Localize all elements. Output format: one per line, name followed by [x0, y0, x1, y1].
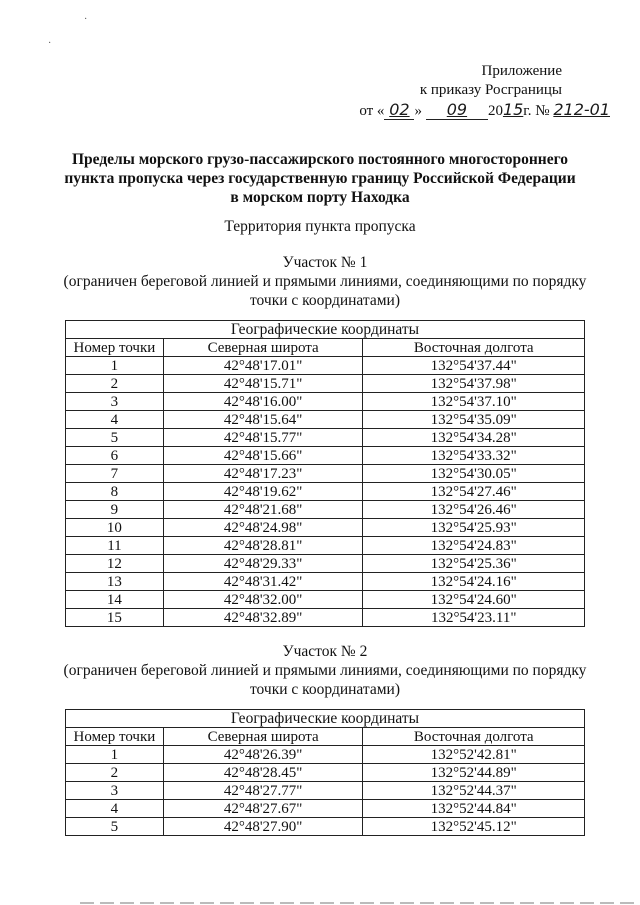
section-2-heading-block — [50, 642, 600, 699]
latitude-cell: 42°48'32.00" — [163, 591, 363, 609]
date-day-close: » — [414, 103, 422, 119]
table-row — [66, 818, 585, 836]
point-number-cell: 4 — [66, 411, 164, 429]
longitude-cell: 132°52'44.84" — [363, 800, 585, 818]
table-row — [66, 393, 585, 411]
appendix-order-ref: к приказу Росграницы — [419, 82, 562, 98]
latitude-cell: 42°48'17.01" — [163, 357, 363, 375]
latitude-cell: 42°48'21.68" — [163, 501, 363, 519]
section-1-heading-block — [50, 253, 600, 310]
section-description: (ограничен береговой линией и прямыми линиями, соединяющими по порядку — [63, 662, 587, 679]
document-title — [30, 150, 610, 207]
table-row — [66, 555, 585, 573]
table-row — [66, 573, 585, 591]
point-number-cell: 2 — [66, 764, 164, 782]
column-header-longitude: Восточная долгота — [363, 339, 585, 357]
table-row — [66, 800, 585, 818]
section-description: (ограничен береговой линией и прямыми линиями, соединяющими по порядку — [63, 273, 587, 290]
latitude-cell: 42°48'15.64" — [163, 411, 363, 429]
scan-bottom-edge — [0, 897, 640, 905]
table-row — [66, 782, 585, 800]
table-row — [66, 746, 585, 764]
table-row — [66, 465, 585, 483]
point-number-cell: 11 — [66, 537, 164, 555]
document-subtitle: Территория пункта пропуска — [224, 218, 416, 235]
longitude-cell: 132°54'24.60" — [363, 591, 585, 609]
point-number-cell: 9 — [66, 501, 164, 519]
longitude-cell: 132°54'25.93" — [363, 519, 585, 537]
table-row — [66, 764, 585, 782]
latitude-cell: 42°48'28.81" — [163, 537, 363, 555]
point-number-cell: 7 — [66, 465, 164, 483]
point-number-cell: 5 — [66, 818, 164, 836]
latitude-cell: 42°48'19.62" — [163, 483, 363, 501]
column-header-longitude: Восточная долгота — [363, 728, 585, 746]
latitude-cell: 42°48'27.77" — [163, 782, 363, 800]
handwritten-day: 02 — [384, 100, 414, 120]
longitude-cell: 132°54'34.28" — [363, 429, 585, 447]
point-number-cell: 6 — [66, 447, 164, 465]
scan-speck: · — [84, 14, 88, 25]
handwritten-month: 09 — [426, 100, 488, 120]
point-number-cell: 1 — [66, 746, 164, 764]
longitude-cell: 132°54'37.98" — [363, 375, 585, 393]
title-line: пункта пропуска через государственную границу Российской Федерации — [64, 170, 576, 187]
latitude-cell: 42°48'15.77" — [163, 429, 363, 447]
longitude-cell: 132°54'37.44" — [363, 357, 585, 375]
coordinates-table-1 — [65, 320, 585, 627]
section-heading: Участок № 1 — [282, 254, 368, 271]
latitude-cell: 42°48'24.98" — [163, 519, 363, 537]
longitude-cell: 132°54'24.16" — [363, 573, 585, 591]
appendix-date-line — [330, 100, 610, 121]
point-number-cell: 10 — [66, 519, 164, 537]
longitude-cell: 132°52'44.37" — [363, 782, 585, 800]
latitude-cell: 42°48'26.39" — [163, 746, 363, 764]
table-row — [66, 375, 585, 393]
latitude-cell: 42°48'28.45" — [163, 764, 363, 782]
column-header-point-number: Номер точки — [66, 339, 164, 357]
longitude-cell: 132°54'33.32" — [363, 447, 585, 465]
year-after: г. № — [523, 103, 550, 119]
longitude-cell: 132°52'42.81" — [363, 746, 585, 764]
year-prefix: 20 — [487, 103, 503, 119]
longitude-cell: 132°54'24.83" — [363, 537, 585, 555]
table-row — [66, 609, 585, 627]
point-number-cell: 5 — [66, 429, 164, 447]
latitude-cell: 42°48'17.23" — [163, 465, 363, 483]
table-row — [66, 537, 585, 555]
section-description: точки с координатами) — [249, 292, 401, 309]
latitude-cell: 42°48'16.00" — [163, 393, 363, 411]
scan-speck: · — [48, 38, 52, 49]
point-number-cell: 2 — [66, 375, 164, 393]
section-heading: Участок № 2 — [282, 643, 368, 660]
latitude-cell: 42°48'29.33" — [163, 555, 363, 573]
longitude-cell: 132°54'27.46" — [363, 483, 585, 501]
handwritten-year: 15 — [502, 100, 524, 119]
latitude-cell: 42°48'15.66" — [163, 447, 363, 465]
longitude-cell: 132°54'35.09" — [363, 411, 585, 429]
point-number-cell: 14 — [66, 591, 164, 609]
point-number-cell: 3 — [66, 393, 164, 411]
table-row — [66, 483, 585, 501]
latitude-cell: 42°48'27.90" — [163, 818, 363, 836]
point-number-cell: 12 — [66, 555, 164, 573]
table-row — [66, 447, 585, 465]
table-group-header: Географические координаты — [66, 710, 585, 728]
longitude-cell: 132°52'44.89" — [363, 764, 585, 782]
latitude-cell: 42°48'27.67" — [163, 800, 363, 818]
point-number-cell: 13 — [66, 573, 164, 591]
handwritten-order-number: 212-01 — [553, 100, 610, 119]
longitude-cell: 132°54'30.05" — [363, 465, 585, 483]
point-number-cell: 4 — [66, 800, 164, 818]
latitude-cell: 42°48'15.71" — [163, 375, 363, 393]
table-group-header: Географические координаты — [66, 321, 585, 339]
table-row — [66, 411, 585, 429]
longitude-cell: 132°54'23.11" — [363, 609, 585, 627]
section-description: точки с координатами) — [249, 681, 401, 698]
coordinates-table-2 — [65, 709, 585, 836]
table-row — [66, 429, 585, 447]
table-row — [66, 519, 585, 537]
point-number-cell: 8 — [66, 483, 164, 501]
appendix-label: Приложение — [481, 63, 562, 79]
longitude-cell: 132°54'25.36" — [363, 555, 585, 573]
table-row — [66, 591, 585, 609]
longitude-cell: 132°52'45.12" — [363, 818, 585, 836]
table-row — [66, 357, 585, 375]
date-prefix: от « — [359, 103, 385, 119]
latitude-cell: 42°48'31.42" — [163, 573, 363, 591]
longitude-cell: 132°54'37.10" — [363, 393, 585, 411]
title-line: Пределы морского грузо-пассажирского постоянного многостороннего — [71, 151, 569, 168]
table-row — [66, 501, 585, 519]
point-number-cell: 3 — [66, 782, 164, 800]
appendix-header — [330, 62, 610, 121]
longitude-cell: 132°54'26.46" — [363, 501, 585, 519]
point-number-cell: 15 — [66, 609, 164, 627]
column-header-point-number: Номер точки — [66, 728, 164, 746]
title-line: в морском порту Находка — [230, 189, 410, 206]
column-header-latitude: Северная широта — [163, 728, 363, 746]
point-number-cell: 1 — [66, 357, 164, 375]
column-header-latitude: Северная широта — [163, 339, 363, 357]
latitude-cell: 42°48'32.89" — [163, 609, 363, 627]
